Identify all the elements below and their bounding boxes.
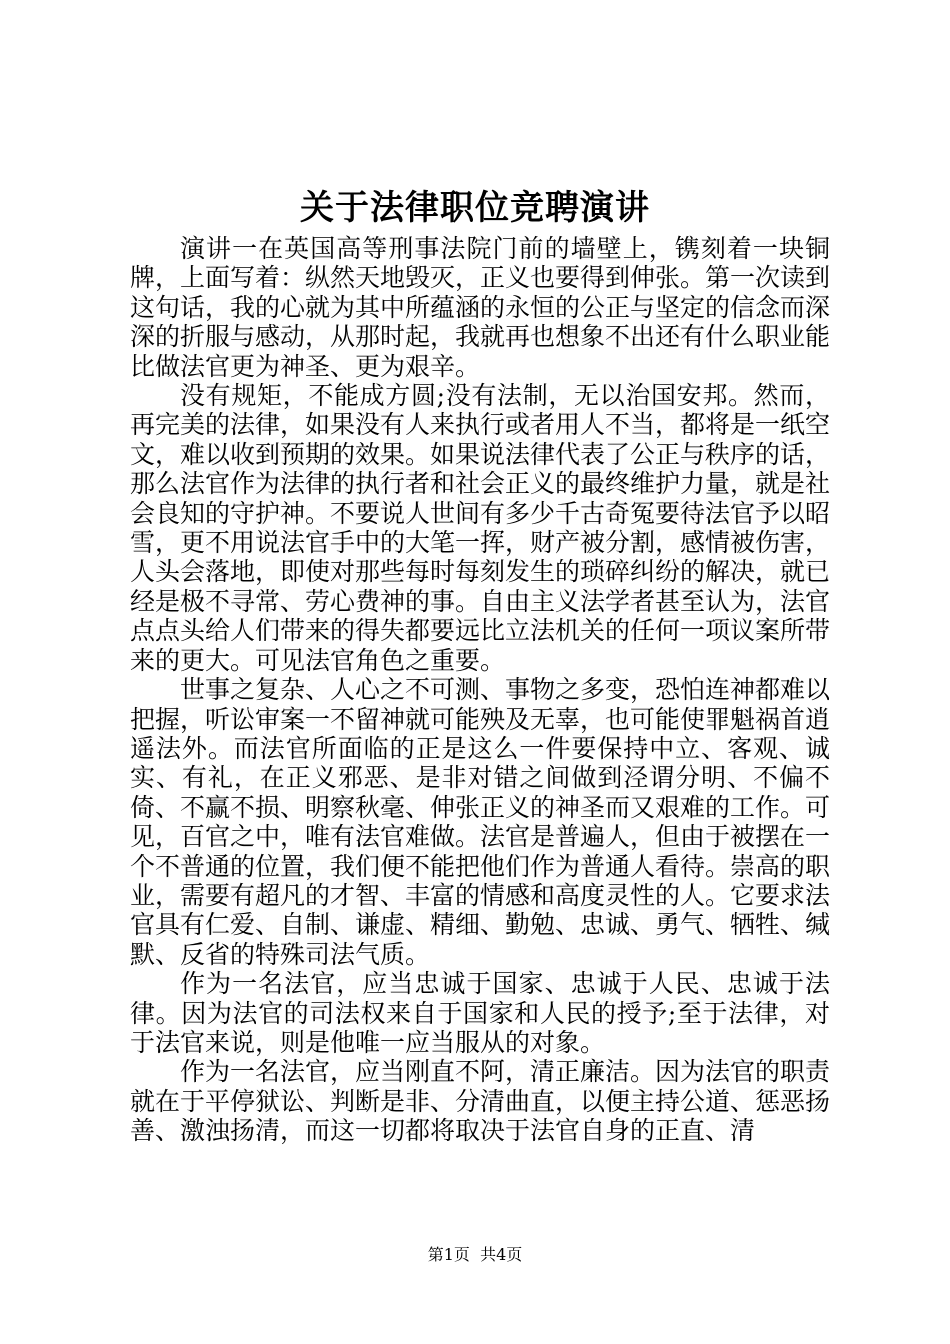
document-body — [130, 234, 830, 1146]
paragraph: 演讲一在英国高等刑事法院门前的墙壁上，镌刻着一块铜牌，上面写着：纵然天地毁灭，正义也要得到伸张。第一次读到这句话，我的心就为其中所蕴涵的永恒的公正与坚定的信念而深深的折服与感动，从那时起，我就再也想象不出还有什么职业能比做法官更为神圣、更为艰辛。 — [130, 234, 831, 381]
paragraph: 世事之复杂、人心之不可测、事物之多变，恐怕连神都难以把握，听讼审案一不留神就可能殃及无辜，也可能使罪魁祸首逍遥法外。而法官所面临的正是这么一件要保持中立、客观、诚实、有礼，在正义邪恶、是非对错之间做到泾谓分明、不偏不倚、不赢不损、明察秋毫、伸张正义的神圣而又艰难的工作。可见，百官之中，唯有法官难做。法官是普遍人，但由于被摆在一个不普通的位置，我们便不能把他们作为普通人看待。崇高的职业，需要有超凡的才智、丰富的情感和高度灵性的人。它要求法官具有仁爱、自制、谦虚、精细、勤勉、忠诚、勇气、牺牲、缄默、反省的特殊司法气质。 — [130, 675, 831, 969]
page-total: 共4页 — [480, 1245, 523, 1264]
page-title: 关于法律职位竞聘演讲 — [300, 188, 650, 228]
paragraph: 作为一名法官，应当忠诚于国家、忠诚于人民、忠诚于法律。因为法官的司法权来自于国家和人民的授予;至于法律，对于法官来说，则是他唯一应当服从的对象。 — [130, 969, 830, 1057]
page-footer — [0, 1244, 950, 1266]
paragraph: 没有规矩，不能成方圆;没有法制，无以治国安邦。然而，再完美的法律，如果没有人来执行或者用人不当，都将是一纸空文，难以收到预期的效果。如果说法律代表了公正与秩序的话，那么法官作为法律的执行者和社会正义的最终维护力量，就是社会良知的守护神。不要说人世间有多少千古奇冤要待法官予以昭雪，更不用说法官手中的大笔一挥，财产被分割，感情被伤害，人头会落地，即使对那些每时每刻发生的琐碎纠纷的解决，就已经是极不寻常、劳心费神的事。自由主义法学者甚至认为，法官点点头给人们带来的得失都要远比立法机关的任何一项议案所带来的更大。可见法官角色之重要。 — [130, 381, 831, 675]
paragraph: 作为一名法官，应当刚直不阿，清正廉洁。因为法官的职责就在于平停狱讼、判断是非、分清曲直，以便主持公道、惩恶扬善、激浊扬清，而这一切都将取决于法官自身的正直、清 — [130, 1057, 831, 1146]
page-number: 第1页 — [427, 1245, 470, 1264]
